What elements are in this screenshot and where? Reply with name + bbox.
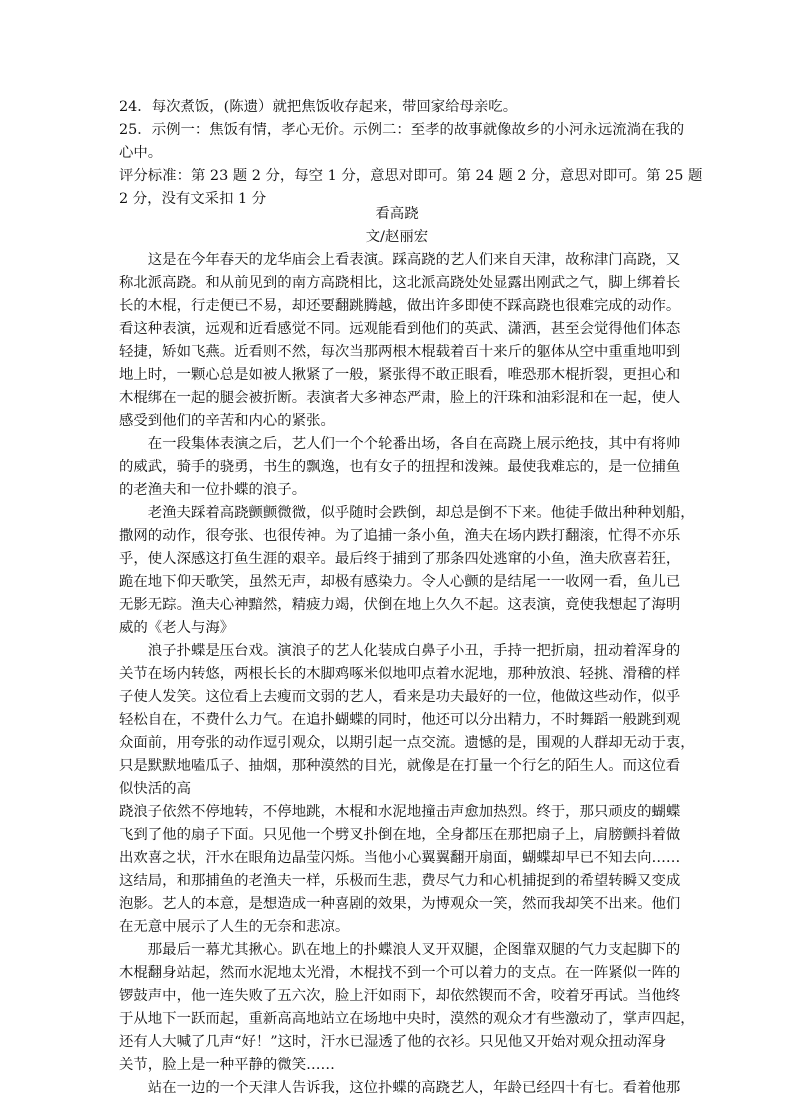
article-line: 还有人大喊了几声“好！”这时，汗水已湿透了他的衣衫。只见他又开始对观众扭动浑身 bbox=[119, 1034, 667, 1050]
article-line: 这是在今年春天的龙华庙会上看表演。踩高跷的艺人们来自天津，故称津门高跷，又 bbox=[119, 252, 681, 268]
article-line: 泡影。艺人的本意，是想造成一种喜剧的效果，为博观众一笑，然而我却笑不出来。他们 bbox=[119, 896, 681, 912]
answer-24: 24．每次煮饭，(陈遗）就把焦饭收存起来，带回家给母亲吃。 bbox=[119, 99, 518, 115]
article-line: 看这种表演，远观和近看感觉不同。远观能看到他们的英武、潇洒，甚至会觉得他们体态 bbox=[119, 321, 681, 337]
article-line: 在一段集体表演之后，艺人们一个个轮番出场，各自在高跷上展示绝技，其中有将帅 bbox=[119, 436, 681, 452]
article-line: 跷浪子依然不停地转，不停地跳，木棍和水泥地撞击声愈加热烈。终于，那只顽皮的蝴蝶 bbox=[119, 804, 681, 820]
article-line: 关节，脸上是一种平静的微笑…… bbox=[119, 1057, 335, 1073]
article-line: 威的《老人与海》 bbox=[119, 620, 235, 636]
answer-section bbox=[119, 96, 703, 211]
article-line: 似快活的高 bbox=[119, 781, 191, 797]
article-author: 文/赵丽宏 bbox=[365, 229, 429, 245]
article-line: 的威武，骑手的骁勇，书生的飘逸，也有女子的扭捏和泼辣。最使我难忘的，是一位捕鱼 bbox=[119, 459, 681, 475]
article-line: 浪子扑蝶是压台戏。演浪子的艺人化装成白鼻子小丑，手持一把折扇，扭动着浑身的 bbox=[119, 643, 681, 659]
answer-25-line-1: 25．示例一：焦饭有情，孝心无价。示例二：至孝的故事就像故乡的小河永远流淌在我的 bbox=[119, 122, 685, 138]
article-line: 出欢喜之状，汗水在眼角边晶莹闪烁。当他小心翼翼翻开扇面，蝴蝶却早已不知去向…… bbox=[119, 850, 681, 866]
scoring-line-1: 评分标准：第 23 题 2 分，每空 1 分，意思对即可。第 24 题 2 分，意思对即可。第 25 题 bbox=[119, 168, 703, 184]
article-line: 锣鼓声中，他一连失败了五六次，脸上汗如雨下，却依然锲而不舍，咬着牙再试。当他终 bbox=[119, 988, 681, 1004]
article-line: 关节在场内转悠，两根长长的木脚鸡啄米似地叩点着水泥地，那种放浪、轻挑、滑稽的样 bbox=[119, 666, 681, 682]
article-line: 地上时，一颗心总是如被人揪紧了一般，紧张得不敢正眼看，唯恐那木棍折裂，更担心和 bbox=[119, 367, 681, 383]
article-line: 站在一边的一个天津人告诉我，这位扑蝶的高跷艺人，年龄已经四十有七。看着他那 bbox=[119, 1080, 681, 1096]
article-title: 看高跷 bbox=[375, 206, 419, 222]
article-line: 飞到了他的扇子下面。只见他一个劈叉扑倒在地，全身都压在那把扇子上，肩膀颤抖着做 bbox=[119, 827, 681, 843]
article-line: 乎，使人深感这打鱼生涯的艰辛。最后终于捕到了那条四处逃窜的小鱼，渔夫欣喜若狂， bbox=[119, 551, 681, 567]
article-line: 老渔夫踩着高跷颤颤微微，似乎随时会跌倒，却总是倒不下来。他徒手做出种种划船， bbox=[119, 505, 695, 521]
article-line: 撒网的动作，很夸张、也很传神。为了追捕一条小鱼，渔夫在场内跌打翻滚，忙得不亦乐 bbox=[119, 528, 681, 544]
article-line: 轻捷，矫如飞燕。近看则不然，每次当那两根木棍载着百十来斤的躯体从空中重重地叩到 bbox=[119, 344, 681, 360]
article-line: 在无意中展示了人生的无奈和悲凉。 bbox=[119, 919, 350, 935]
scoring-line-2: 2 分，没有文采扣 1 分 bbox=[119, 191, 267, 207]
article-line: 只是默默地嗑瓜子、抽烟，那种漠然的目光，就像是在打量一个行乞的陌生人。而这位看 bbox=[119, 758, 681, 774]
article-line: 木棍翻身站起，然而水泥地太光滑，木棍找不到一个可以着力的支点。在一阵紧似一阵的 bbox=[119, 965, 681, 981]
article-line: 于从地下一跃而起，重新高高地站立在场地中央时，漠然的观众才有些激动了，掌声四起， bbox=[119, 1011, 695, 1027]
article-line: 长的木棍，行走便已不易，却还要翻跳腾越，做出许多即使不踩高跷也很难完成的动作。 bbox=[119, 298, 681, 314]
article-line: 轻松自在，不费什么力气。在追扑蝴蝶的同时，他还可以分出精力，不时舞蹈一般跳到观 bbox=[119, 712, 681, 728]
article-line: 称北派高跷。和从前见到的南方高跷相比，这北派高跷处处显露出刚武之气，脚上绑着长 bbox=[119, 275, 681, 291]
article-line: 木棍绑在一起的腿会被折断。表演者大多神态严肃，脸上的汗珠和油彩混和在一起，使人 bbox=[119, 390, 681, 406]
article-body bbox=[119, 249, 695, 1100]
article-line: 感受到他们的辛苦和内心的紧张。 bbox=[119, 413, 335, 429]
article bbox=[119, 203, 695, 1100]
article-line: 无影无踪。渔夫心神黯然，精疲力竭，伏倒在地上久久不起。这表演，竟使我想起了海明 bbox=[119, 597, 681, 613]
article-line: 子使人发笑。这位看上去瘦而文弱的艺人，看来是功夫最好的一位，他做这些动作，似乎 bbox=[119, 689, 681, 705]
answer-25-line-2: 心中。 bbox=[119, 145, 163, 161]
article-line: 那最后一幕尤其揪心。趴在地上的扑蝶浪人叉开双腿，企图靠双腿的气力支起脚下的 bbox=[119, 942, 681, 958]
article-line: 的老渔夫和一位扑蝶的浪子。 bbox=[119, 482, 307, 498]
article-line: 跪在地下仰天歌笑，虽然无声，却极有感染力。令人心颤的是结尾一一收网一看，鱼儿已 bbox=[119, 574, 681, 590]
article-line: 这结局，和那捕鱼的老渔夫一样，乐极而生悲，费尽气力和心机捕捉到的希望转瞬又变成 bbox=[119, 873, 681, 889]
article-line: 众面前，用夸张的动作逗引观众，以期引起一点交流。遗憾的是，围观的人群却无动于衷， bbox=[119, 735, 695, 751]
